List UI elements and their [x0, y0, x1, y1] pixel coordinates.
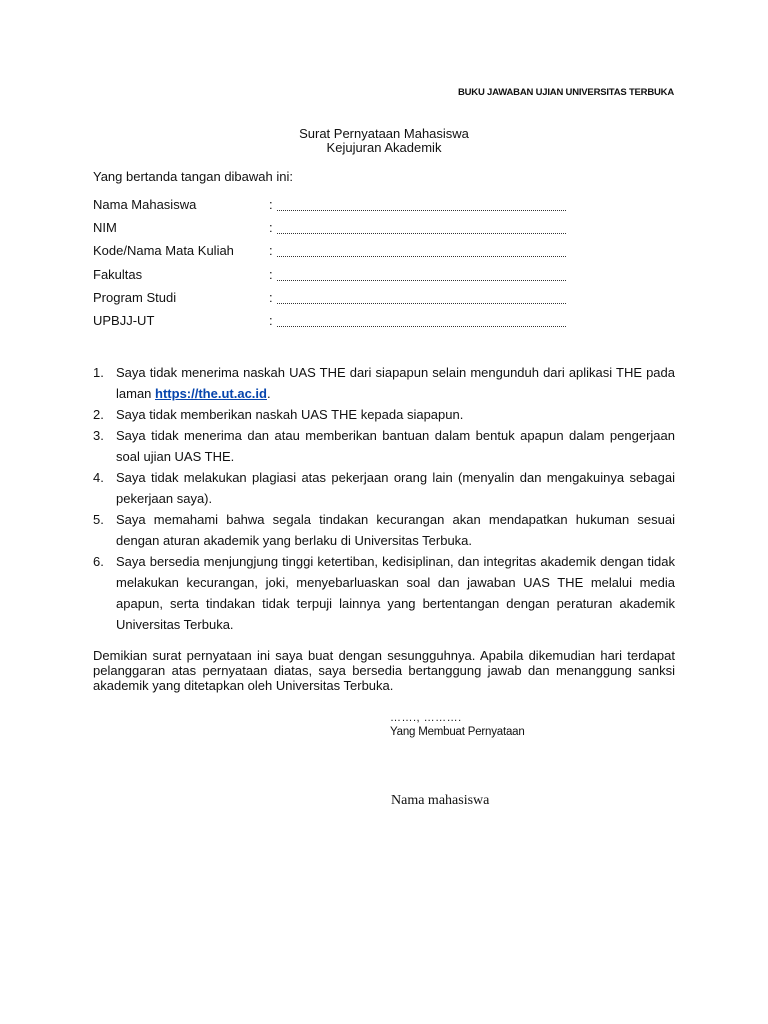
place-date-line[interactable]: ……., ……….: [390, 712, 462, 724]
upbjj-field[interactable]: [277, 326, 566, 327]
list-item: [93, 551, 675, 635]
field-row-fakultas: [93, 267, 573, 290]
signer-name[interactable]: Nama mahasiswa: [391, 793, 490, 808]
field-separator: :: [269, 243, 273, 259]
list-item: [93, 425, 675, 467]
item-text: Saya bersedia menjungjung tinggi ketertiban, kedisiplinan, dan integritas akademik dengan tidak melakukan kecurangan, joki, menyebarluaskan soal dan jawaban UAS THE melalui media apapun, serta tindakan tidak terpuji lainnya yang bertentangan dengan peraturan akademik Universitas Terbuka.: [116, 554, 675, 632]
item-text: Saya tidak melakukan plagiasi atas pekerjaan orang lain (menyalin dan mengakuinya sebagai pekerjaan saya).: [116, 470, 675, 506]
header-title: BUKU JAWABAN UJIAN UNIVERSITAS TERBUKA: [457, 87, 674, 98]
closing-paragraph: Demikian surat pernyataan ini saya buat dengan sesungguhnya. Apabila dikemudian hari terdapat pelanggaran atas pernyataan diatas, saya bersedia bertanggung jawab dan menanggung sanksi akademik yang ditetapkan oleh Universitas Terbuka.: [93, 648, 675, 693]
item-text: Saya memahami bahwa segala tindakan kecurangan akan mendapatkan hukuman sesuai dengan aturan akademik yang berlaku di Universitas Terbuka.: [116, 512, 675, 548]
field-row-program-studi: [93, 290, 573, 313]
item-text-part: Saya tidak menerima naskah UAS THE dari siapapun selain mengunduh dari aplikasi THE pada laman: [116, 365, 675, 401]
field-label: NIM: [93, 220, 117, 236]
item-text-part: .: [266, 386, 271, 401]
field-separator: :: [269, 312, 273, 328]
item-number: 4.: [93, 470, 104, 485]
field-separator: :: [269, 197, 273, 212]
field-row-nim: [93, 220, 573, 243]
list-item: [93, 404, 675, 425]
item-number: 1.: [93, 365, 104, 380]
list-item: [93, 467, 675, 509]
field-label: UPBJJ-UT: [93, 312, 155, 328]
list-item: [93, 509, 675, 551]
program-studi-field[interactable]: [277, 303, 566, 304]
statement-list: [93, 362, 675, 635]
intro-text: Yang bertanda tangan dibawah ini:: [93, 169, 293, 184]
mata-kuliah-field[interactable]: [277, 256, 566, 257]
field-separator: :: [269, 220, 273, 236]
field-separator: :: [269, 266, 273, 282]
field-row-mata-kuliah: [93, 243, 573, 266]
item-number: 3.: [93, 428, 104, 443]
item-number: 2.: [93, 407, 104, 422]
field-label: Fakultas: [93, 266, 143, 282]
nim-field[interactable]: [277, 233, 566, 234]
field-label: Kode/Nama Mata Kuliah: [93, 243, 234, 259]
nama-mahasiswa-field[interactable]: [277, 210, 566, 211]
item-number: 5.: [93, 512, 104, 527]
field-label: Program Studi: [93, 289, 177, 305]
item-text: [116, 362, 675, 404]
field-row-upbjj: [93, 313, 573, 336]
field-separator: :: [269, 289, 273, 305]
item-text: Saya tidak memberikan naskah UAS THE kepada siapapun.: [116, 407, 464, 422]
document-title: Surat Pernyataan Mahasiswa: [299, 126, 469, 141]
field-row-nama: [93, 197, 573, 220]
document-subtitle: Kejujuran Akademik: [326, 140, 442, 155]
the-ut-link[interactable]: https://the.ut.ac.id: [155, 386, 267, 401]
signer-role: Yang Membuat Pernyataan: [390, 726, 525, 738]
field-label: Nama Mahasiswa: [93, 197, 197, 212]
item-number: 6.: [93, 554, 104, 569]
identity-fields: [93, 197, 573, 336]
list-item: [93, 362, 675, 404]
fakultas-field[interactable]: [277, 280, 566, 281]
item-text: Saya tidak menerima dan atau memberikan bantuan dalam bentuk apapun dalam pengerjaan soal ujian UAS THE.: [116, 428, 675, 464]
